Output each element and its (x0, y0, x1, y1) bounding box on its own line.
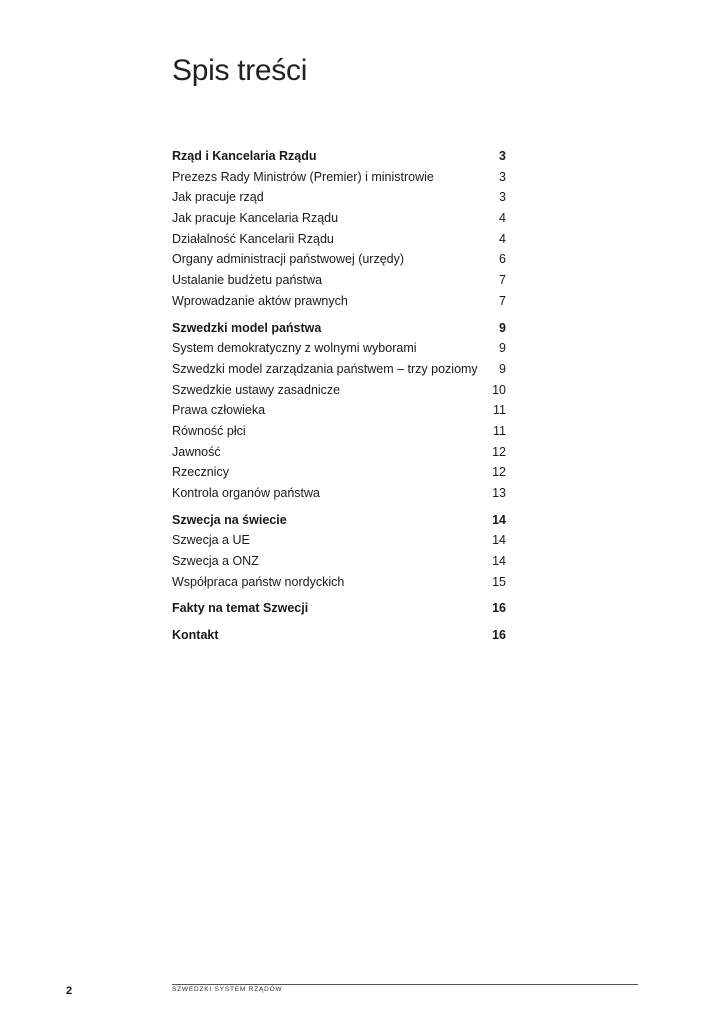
toc-heading[interactable] (172, 625, 506, 646)
toc-entry-label: Szwecja a ONZ (172, 554, 259, 569)
toc-entry-label: Prawa człowieka (172, 403, 266, 418)
toc-entry-page: 3 (499, 190, 506, 205)
toc-entry-page: 11 (493, 423, 506, 438)
toc-heading-page: 9 (499, 320, 506, 335)
toc-entry[interactable] (172, 229, 506, 250)
toc-entry[interactable] (172, 380, 506, 401)
toc-section (172, 510, 506, 593)
toc-entry-label: Prezezs Rady Ministrów (Premier) i ministrowie (172, 169, 434, 184)
toc-entry-label: Działalność Kancelarii Rządu (172, 231, 334, 246)
toc-entry-label: Wprowadzanie aktów prawnych (172, 293, 348, 308)
toc-entry[interactable] (172, 551, 506, 572)
toc-entry-label: System demokratyczny z wolnymi wyborami (172, 341, 417, 356)
toc-entry-label: Szwedzki model zarządzania państwem – trzy poziomy (172, 361, 478, 376)
toc-entry[interactable] (172, 530, 506, 551)
toc-entry-label: Równość płci (172, 423, 246, 438)
toc-heading[interactable] (172, 318, 506, 339)
toc-entry[interactable] (172, 442, 506, 463)
toc-entry-page: 13 (492, 486, 506, 500)
toc-entry[interactable] (172, 338, 506, 359)
toc-entry-page: 11 (493, 403, 506, 418)
toc-entry-page: 6 (499, 252, 506, 267)
toc-entry[interactable] (172, 291, 506, 312)
toc-entry-page: 10 (492, 382, 506, 397)
toc-entry-label: Jawność (172, 444, 221, 459)
toc-entry[interactable] (172, 249, 506, 270)
toc-entry[interactable] (172, 400, 506, 421)
toc-entry-page: 3 (499, 169, 506, 184)
toc-heading[interactable] (172, 146, 506, 167)
toc-heading-label: Kontakt (172, 628, 219, 643)
toc-entry-label: Rzecznicy (172, 465, 229, 480)
toc-entry-page: 12 (492, 465, 506, 480)
toc-heading[interactable] (172, 510, 506, 531)
page-number: 2 (66, 985, 73, 997)
running-title: SZWEDZKI SYSTEM RZĄDÓW (172, 986, 283, 993)
toc-entry-page: 15 (492, 574, 506, 589)
toc-entry-page: 14 (492, 533, 506, 548)
toc-entry-page: 7 (499, 273, 506, 288)
toc-entry-label: Organy administracji państwowej (urzędy) (172, 252, 405, 267)
toc-entry-page: 9 (499, 361, 506, 376)
toc-section (172, 146, 506, 312)
toc-entry-label: Ustalanie budżetu państwa (172, 273, 323, 288)
toc-entry-label: Kontrola organów państwa (172, 486, 321, 500)
toc-entry[interactable] (172, 572, 506, 593)
toc-entry-label: Jak pracuje Kancelaria Rządu (172, 211, 339, 226)
toc-entry[interactable] (172, 359, 506, 380)
table-of-contents (172, 146, 506, 652)
toc-section (172, 318, 506, 504)
toc-heading-page: 14 (492, 512, 506, 527)
toc-entry[interactable] (172, 421, 506, 442)
toc-entry-page: 14 (492, 554, 506, 569)
page-title: Spis treści (172, 54, 308, 87)
toc-entry[interactable] (172, 187, 506, 208)
toc-entry-label: Szwecja a UE (172, 533, 250, 548)
toc-entry[interactable] (172, 208, 506, 229)
toc-entry-label: Szwedzkie ustawy zasadnicze (172, 382, 341, 397)
toc-entry-page: 12 (492, 444, 506, 459)
toc-heading-label: Szwedzki model państwa (172, 320, 322, 335)
toc-section (172, 625, 506, 646)
toc-entry-page: 4 (499, 211, 506, 226)
toc-entry[interactable] (172, 462, 506, 483)
toc-entry[interactable] (172, 167, 506, 188)
toc-entry[interactable] (172, 483, 506, 504)
toc-entry-label: Współpraca państw nordyckich (172, 574, 345, 589)
toc-entry-page: 7 (499, 293, 506, 308)
toc-entry-page: 9 (499, 341, 506, 356)
toc-entry-label: Jak pracuje rząd (172, 190, 264, 205)
toc-section (172, 598, 506, 619)
toc-heading[interactable] (172, 598, 506, 619)
toc-heading-page: 16 (492, 628, 506, 643)
toc-heading-page: 16 (492, 601, 506, 616)
toc-heading-label: Fakty na temat Szwecji (172, 601, 309, 616)
toc-entry-page: 4 (499, 231, 506, 246)
toc-heading-label: Szwecja na świecie (172, 512, 287, 527)
toc-heading-label: Rząd i Kancelaria Rządu (172, 149, 317, 163)
footer-divider (172, 984, 638, 985)
toc-entry[interactable] (172, 270, 506, 291)
toc-heading-page: 3 (499, 149, 506, 163)
